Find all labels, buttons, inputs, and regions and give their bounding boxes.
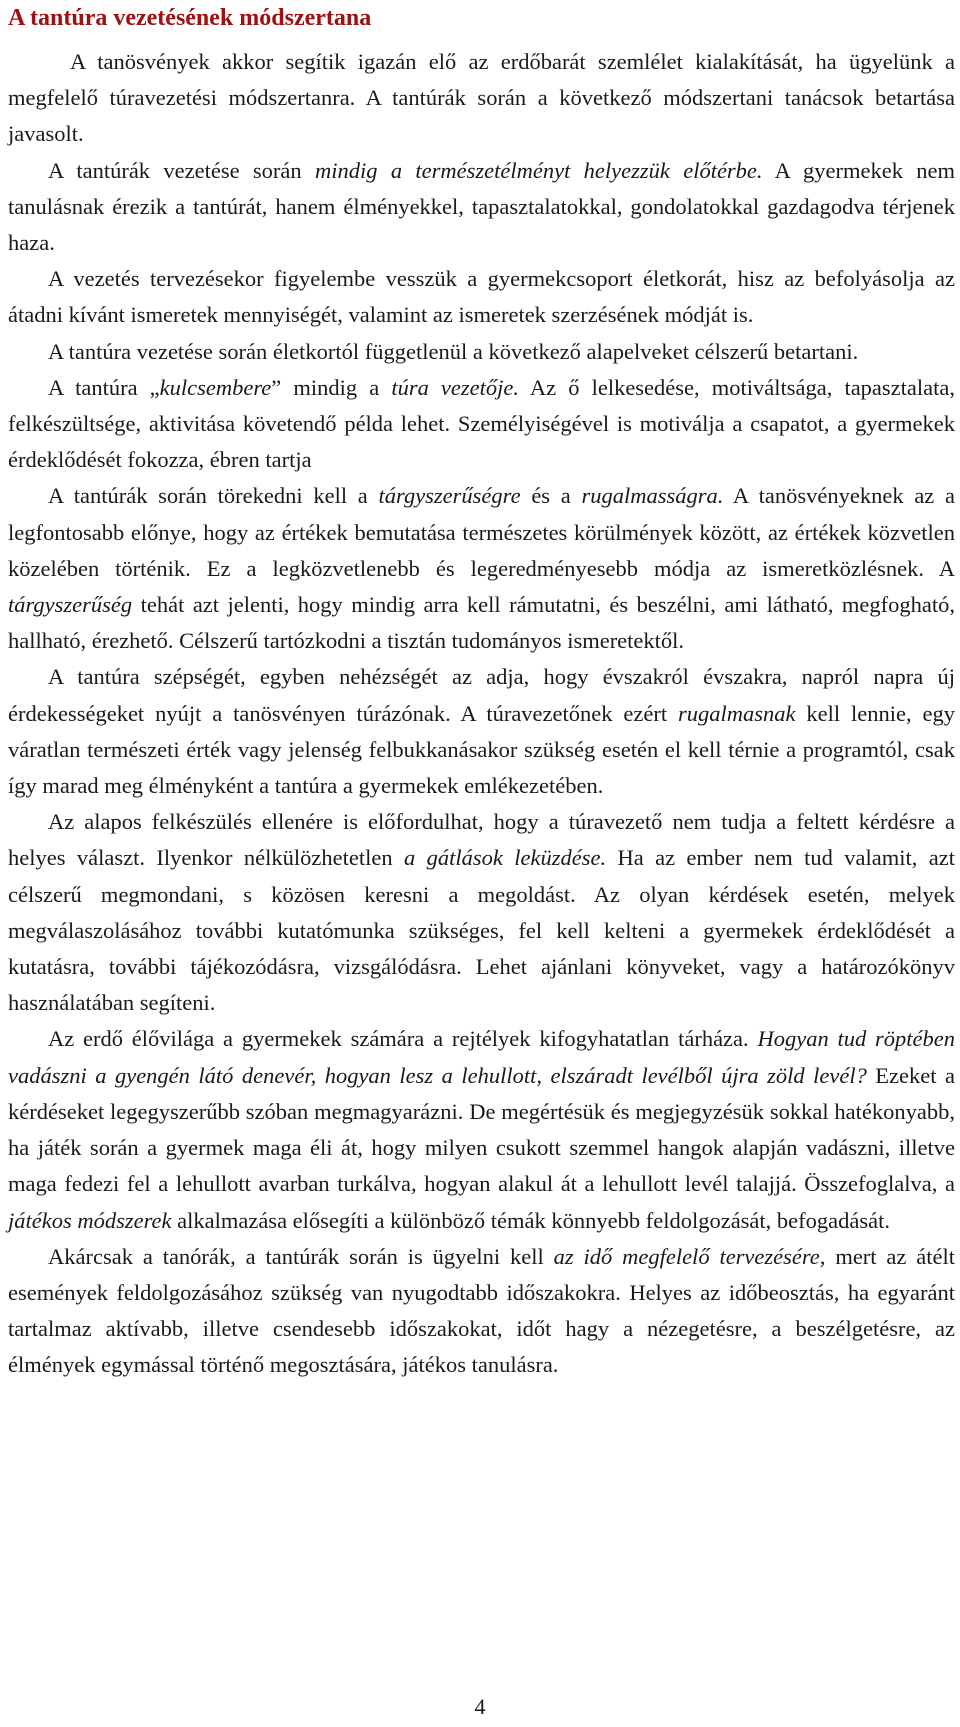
text-run: A tanösvények akkor segítik igazán elő az erdőbarát szemlélet kialakítását, ha ügyelünk a megfelelő túravezetési módszertanra. A tantúrák során a következő módszertani tanácsok betartása javasolt.	[8, 49, 955, 147]
paragraph-key-person	[8, 370, 955, 479]
text-run: Akárcsak a tanórák, a tantúrák során is ügyelni kell	[48, 1243, 554, 1269]
text-run: Az ő lelkesedése, motiváltsága, tapasztalata, felkészültsége, aktivitása követendő példa lehet. Személyiségével is motiválja a csapatot, a gyermekek érdeklődését fokozza, ébren tartja	[8, 374, 956, 473]
italic-phrase: rugalmasságra.	[581, 483, 724, 509]
italic-phrase: mindig a természetélményt helyezzük előtérbe.	[314, 157, 763, 183]
text-run: A tantúrák vezetése során	[48, 157, 315, 183]
paragraph-principles	[8, 334, 955, 370]
paragraph-nature-experience	[8, 153, 955, 262]
section-title: A tantúra vezetésének módszertana	[8, 5, 372, 31]
italic-phrase: túra vezetője.	[391, 374, 520, 400]
body-text	[8, 44, 955, 1384]
italic-phrase: kulcsembere	[159, 374, 272, 400]
page-number: 4	[474, 1694, 486, 1719]
paragraph-intro	[8, 44, 955, 153]
paragraph-objectivity	[8, 478, 955, 659]
text-run: A tantúrák során törekedni kell a	[48, 483, 379, 509]
text-run: A tanösvényeknek az a legfontosabb előnye, hogy az értékek bemutatása természetes körülmények között, az értékek közvetlen közelében történik. Ez a legközvetlenebb és legeredményesebb módja az ismeretközlésnek. A	[8, 483, 956, 581]
italic-phrase: játékos módszerek	[8, 1207, 172, 1233]
italic-phrase: tárgyszerűségre	[378, 483, 521, 509]
text-run: mert az átélt események feldolgozásához szükség van nyugodtabb időszakokra. Helyes az időbeosztás, ha egyaránt tartalmaz aktívabb, illetve csendesebb időszakokat, időt hagy a nézegetésre, a beszélgetésre, az élmények egymással történő megosztására, játékos tanulásra.	[8, 1243, 955, 1378]
text-run: tehát azt jelenti, hogy mindig arra kell rámutatni, és beszélni, ami látható, megfogható, hallható, érezhető. Célszerű tartózkodni a tisztán tudományos ismeretektől.	[8, 592, 955, 654]
text-run: ” mindig a	[271, 374, 392, 400]
paragraph-time-planning	[8, 1239, 955, 1384]
paragraph-age-planning	[8, 261, 955, 333]
paragraph-playful-methods	[8, 1021, 955, 1238]
italic-phrase: rugalmasnak	[678, 700, 796, 726]
italic-phrase: a gátlások leküzdése.	[404, 845, 607, 871]
text-run: A tantúra szépségét, egyben nehézségét az adja, hogy évszakról évszakra, napról napra új érdekességeket nyújt a tanösvényen túrázónak. A túravezetőnek ezért	[8, 664, 955, 726]
text-run: alkalmazása elősegíti a különböző témák könnyebb feldolgozását, befogadását.	[171, 1207, 890, 1233]
italic-phrase: tárgyszerűség	[8, 592, 133, 618]
text-run: Az erdő élővilága a gyermekek számára a rejtélyek kifogyhatatlan tárháza.	[48, 1026, 758, 1052]
italic-phrase: Hogyan tud röptében vadászni a gyengén látó denevér, hogyan lesz a lehullott, elszáradt levélből újra zöld levél?	[8, 1026, 956, 1088]
text-run: A vezetés tervezésekor figyelembe vesszük a gyermekcsoport életkorát, hisz az befolyásolja az átadni kívánt ismeretek mennyiségét, valamint az ismeretek szerzésének módját is.	[8, 266, 955, 328]
text-run: A tantúra vezetése során életkortól függetlenül a következő alapelveket célszerű betartani.	[48, 338, 859, 364]
text-run: Az alapos felkészülés ellenére is előfordulhat, hogy a túravezető nem tudja a feltett kérdésre a helyes választ. Ilyenkor nélkülözhetetlen	[8, 809, 955, 871]
text-run: kell lennie, egy váratlan természeti érték vagy jelenség felbukkanásakor szükség esetén el kell térnie a programtól, csak így marad meg élményként a tantúra a gyermekek emlékezetében.	[8, 700, 956, 799]
text-run: és a	[520, 483, 582, 509]
text-run: A gyermekek nem tanulásnak érezik a tantúrát, hanem élményekkel, tapasztalatokkal, gondolatokkal gazdagodva térjenek haza.	[8, 157, 956, 256]
paragraph-inhibitions	[8, 804, 955, 1021]
italic-phrase: az idő megfelelő tervezésére,	[553, 1243, 826, 1269]
text-run: Ha az ember nem tud valamit, azt célszerű megmondani, s közösen keresni a megoldást. Az olyan kérdések esetén, melyek megválaszolásához további kutatómunka szükséges, fel kell kelteni a gyermekek érdeklődését a kutatásra, további tájékozódásra, vizsgálódásra. Lehet ajánlani könyveket, vagy a határozókönyv használatában segíteni.	[8, 845, 955, 1016]
text-run: Ezeket a kérdéseket legegyszerűbb szóban megmagyarázni. De megértésük és megjegyzésük sokkal hatékonyabb, ha játék során a gyermek maga éli át, hogy milyen csukott szemmel hangok alapján vadászni, illetve maga fedezi fel a lehullott avarban turkálva, hogyan alakul át a lehullott levél talajjá. Összefoglalva, a	[8, 1062, 955, 1197]
text-run: A tantúra „	[48, 374, 160, 400]
paragraph-flexibility	[8, 659, 955, 804]
